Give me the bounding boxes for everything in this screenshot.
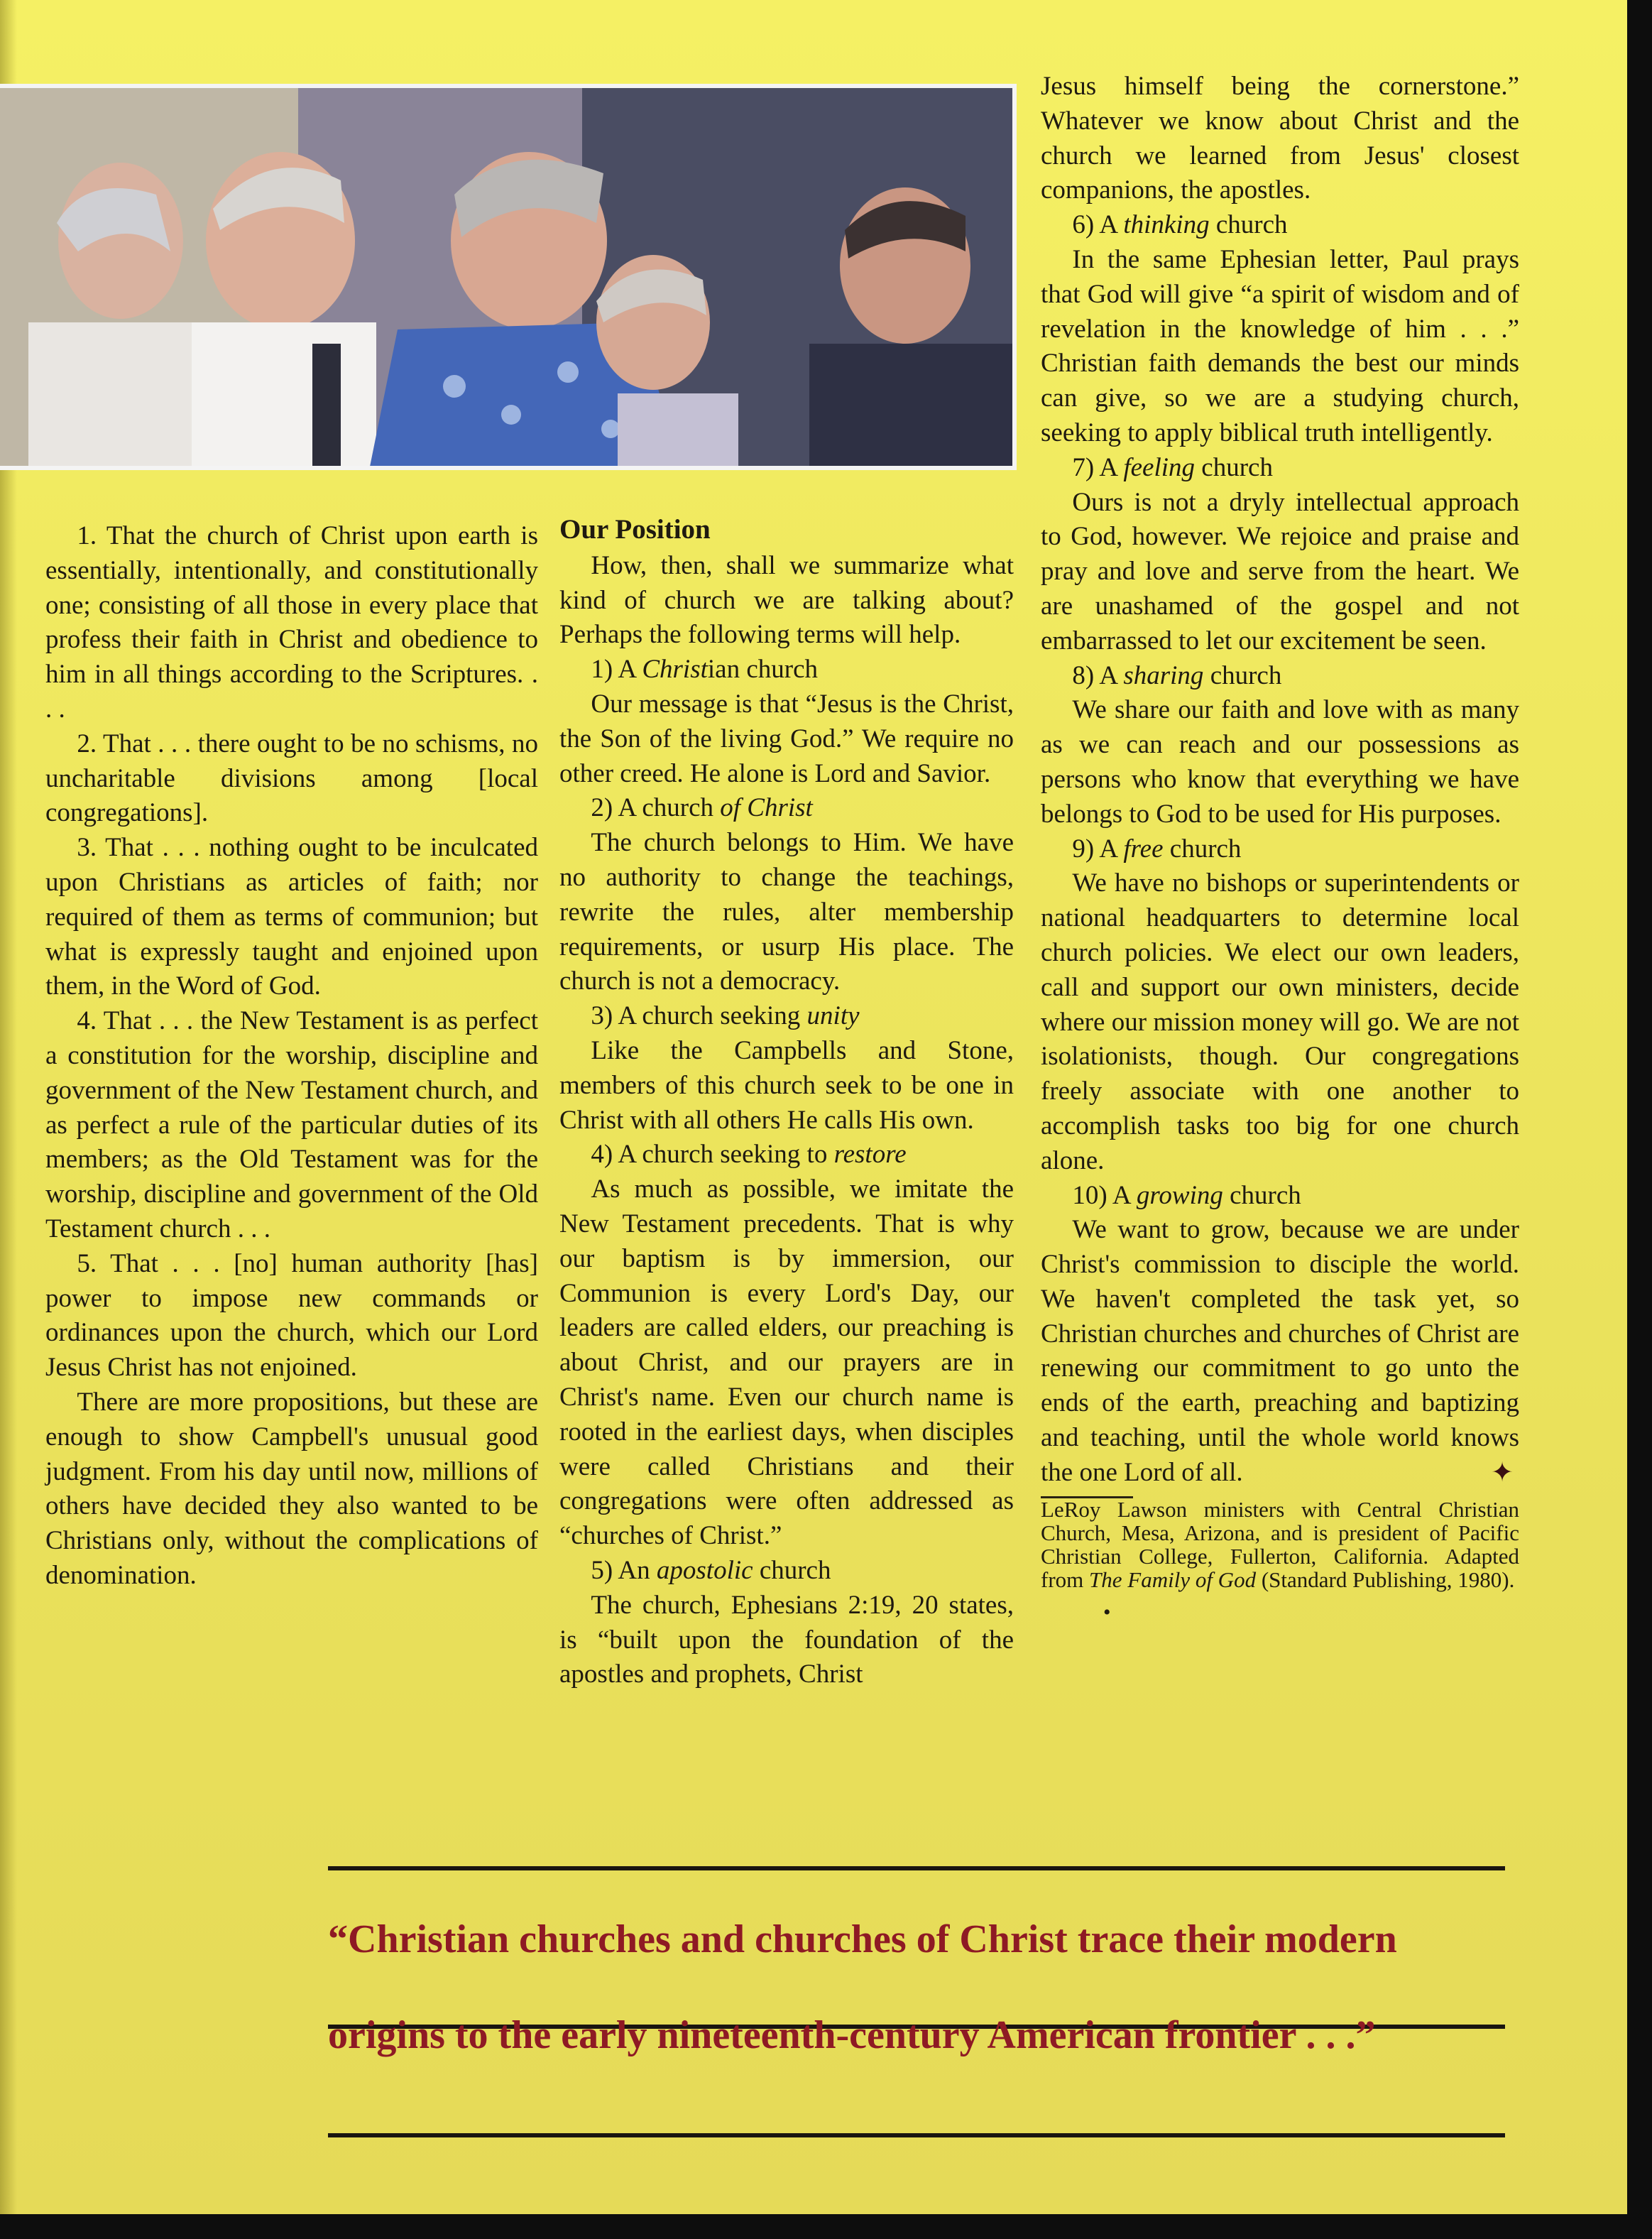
term-5-heading: 5) An apostolic church: [591, 1555, 831, 1585]
term-8-heading: 8) A sharing church: [1072, 660, 1282, 690]
term-10-heading: 10) A growing church: [1072, 1180, 1301, 1210]
term-8-body: We share our faith and love with as many as we can reach and our possessions as persons who know that everything we have belongs to God to be used for His purposes.: [1041, 695, 1519, 829]
bio-rule: [1041, 1496, 1133, 1498]
congregation-photo-art: [0, 88, 1012, 470]
term-4-body: As much as possible, we imitate the New Testament precedents. That is why our baptism is by immersion, our Communion is every Lord's Day, our leaders are called elders, our preaching is about Christ, and our prayers are in Christ's name. Even our church name is rooted in the earliest days, when disciples were called Christians and their congregations were often addressed as “churches of Christ.”: [559, 1175, 1014, 1551]
continued-paragraph: Jesus himself being the cornerstone.” Whatever we know about Christ and the church we learned from Jesus' closest companions, the apostles.: [1041, 72, 1519, 205]
summary-paragraph: There are more propositions, but these are enough to show Campbell's unusual good judgment. From his day until now, millions of others have decided they also wanted to be Christians only, without the complications of denomination.: [45, 1387, 538, 1590]
column-right: [1041, 70, 1519, 1630]
term-6-heading: 6) A thinking church: [1072, 210, 1288, 240]
term-9-heading: 9) A free church: [1072, 834, 1242, 864]
pull-quote-line-2: origins to the early nineteenth-century American frontier . . .”: [328, 2013, 1376, 2057]
term-6-body: In the same Ephesian letter, Paul prays that God will give “a spirit of wisdom and of revelation in the knowledge of him . . .” Christian faith demands the best our minds can give, so we are a studying church, seeking to apply biblical truth intelligently.: [1041, 244, 1519, 447]
column-middle: [559, 513, 1014, 1692]
section-heading: Our Position: [559, 514, 711, 545]
term-2-heading: 2) A church of Christ: [591, 793, 813, 823]
column-left: [45, 519, 538, 1594]
congregation-photo: [0, 84, 1017, 470]
intro-paragraph: How, then, shall we summarize what kind of church we are talking about? Perhaps the following terms will help.: [559, 550, 1014, 650]
term-10-body: [1041, 1213, 1519, 1490]
proposition-2: 2. That . . . there ought to be no schisms, no uncharitable divisions among [local congregations].: [45, 729, 538, 828]
term-7-body: Ours is not a dryly intellectual approach to God, however. We rejoice and praise and pray and love and serve from the heart. We are unashamed of the gospel and not embarrassed to let our excitement be seen.: [1041, 487, 1519, 655]
term-1-body: Our message is that “Jesus is the Christ, the Son of the living God.” We require no other creed. He alone is Lord and Savior.: [559, 689, 1014, 788]
term-9-body: We have no bishops or superintendents or national headquarters to determine local church policies. We elect our own leaders, call and support our own ministers, decide where our mission money will go. We are not isolationists, though. Our congregations freely associate with one another to accomplish tasks too big for one church alone.: [1041, 868, 1519, 1175]
author-bio: LeRoy Lawson ministers with Central Christian Church, Mesa, Arizona, and is president of Pacific Christian College, Fullerton, California. Adapted from The Family of God (Standard Publishing, 1980).: [1041, 1496, 1519, 1592]
term-3-body: Like the Campbells and Stone, members of this church seek to be one in Christ with all others He calls His own.: [559, 1035, 1014, 1135]
term-1-heading: 1) A Christian church: [591, 655, 819, 685]
proposition-5: 5. That . . . [no] human authority [has] power to impose new commands or ordinances upon the church, which our Lord Jesus Christ has not enjoined.: [45, 1248, 538, 1383]
term-4-heading: 4) A church seeking to restore: [591, 1140, 907, 1170]
proposition-4: 4. That . . . the New Testament is as perfect a constitution for the worship, discipline and government of the New Testament church, and as perfect a rule of the particular duties of its members; as the Old Testament was for the worship, discipline and government of the Old Testament church . . .: [45, 1006, 538, 1243]
pull-quote-rule-bottom: [328, 2133, 1505, 2137]
proposition-1: 1. That the church of Christ upon earth is essentially, intentionally, and constitutionally one; consisting of all those in every place that profess their faith in Christ and obedience to him in all things according to the Scriptures. . . .: [45, 521, 538, 724]
term-7-heading: 7) A feeling church: [1072, 452, 1273, 482]
term-2-body: The church belongs to Him. We have no authority to change the teachings, rewrite the rules, alter membership requirements, or usurp His place. The church is not a democracy.: [559, 828, 1014, 996]
pull-quote-line-1: “Christian churches and churches of Christ trace their modern: [328, 1917, 1397, 1961]
term-3-heading: 3) A church seeking unity: [591, 1001, 860, 1031]
term-10-text: We want to grow, because we are under Christ's commission to disciple the world. We haven't completed the task yet, so Christian churches and churches of Christ are renewing our commitment to go unto the ends of the earth, preaching and baptizing and teaching, until the whole world knows the one Lord of all.: [1041, 1215, 1520, 1487]
term-5-body: The church, Ephesians 2:19, 20 states, is “built upon the foundation of the apostles and prophets, Christ: [559, 1590, 1014, 1689]
bullet-dot: •: [1103, 1600, 1111, 1624]
proposition-3: 3. That . . . nothing ought to be inculcated upon Christians as articles of faith; nor required of them as terms of communion; but what is expressly taught and enjoined upon them, in the Word of God.: [45, 833, 538, 1001]
end-mark-icon: ✦: [1491, 1457, 1514, 1488]
pull-quote-rule-top: [328, 1866, 1505, 1870]
